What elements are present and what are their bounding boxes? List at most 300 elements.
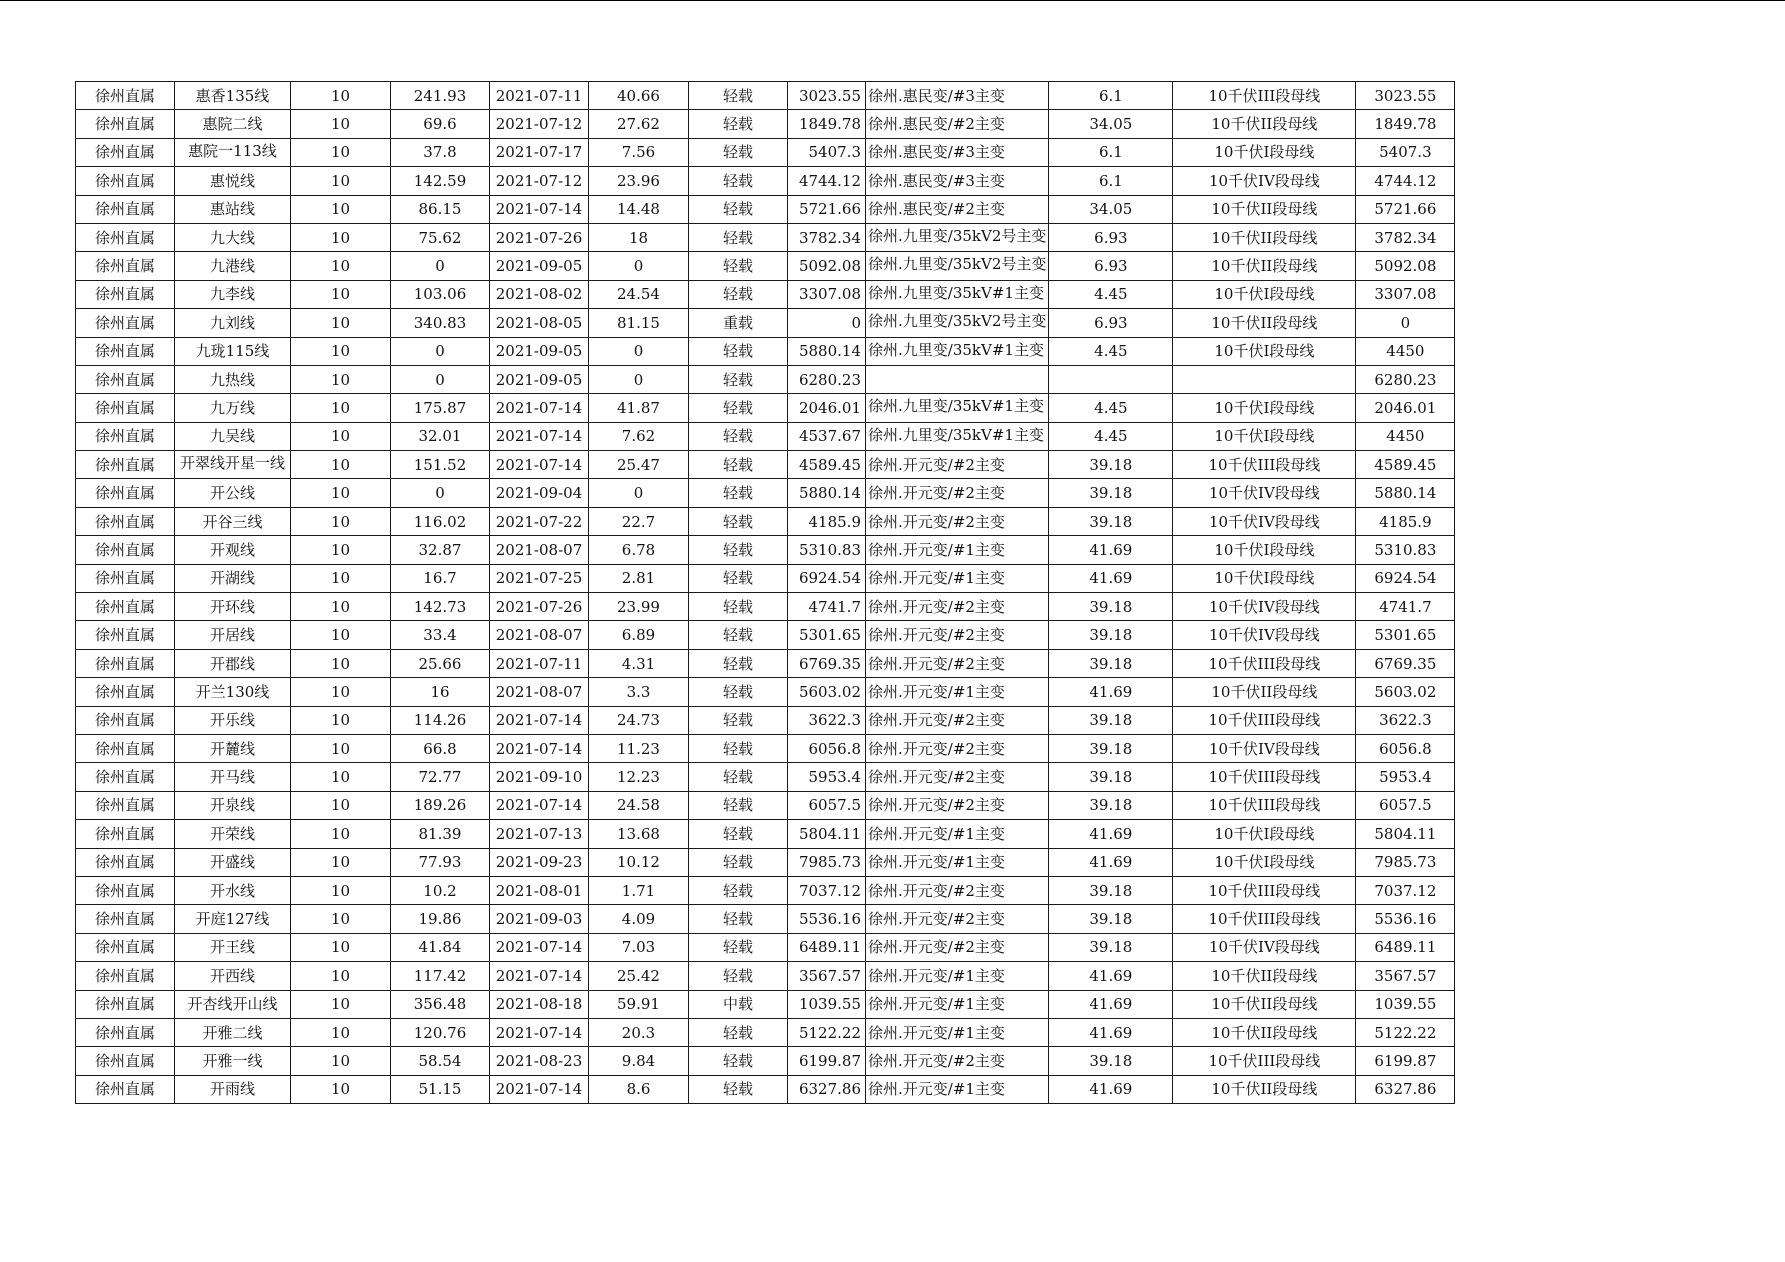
voltage-cell: 10 <box>291 962 391 990</box>
line-name-cell: 开雅一线 <box>175 1047 291 1075</box>
transformer-load-cell: 39.18 <box>1049 621 1173 649</box>
table-row <box>76 422 1455 450</box>
voltage-cell: 10 <box>291 876 391 904</box>
table-row <box>76 649 1455 677</box>
transformer-cell: 徐州.开元变/#1主变 <box>866 564 1049 592</box>
available-capacity-cell: 2046.01 <box>1356 394 1455 422</box>
line-name-cell: 惠院一113线 <box>175 138 291 166</box>
capacity-cell: 6489.11 <box>788 933 866 961</box>
load-rate-cell: 8.6 <box>589 1075 689 1103</box>
unit-cell: 徐州直属 <box>76 706 175 734</box>
load-status-cell: 轻载 <box>689 876 788 904</box>
unit-cell: 徐州直属 <box>76 167 175 195</box>
voltage-cell: 10 <box>291 167 391 195</box>
transformer-cell: 徐州.惠民变/#2主变 <box>866 195 1049 223</box>
capacity-cell: 6057.5 <box>788 791 866 819</box>
load-status-cell: 轻载 <box>689 195 788 223</box>
transformer-cell: 徐州.开元变/#2主变 <box>866 933 1049 961</box>
voltage-cell: 10 <box>291 365 391 393</box>
load-status-cell: 轻载 <box>689 536 788 564</box>
current-cell: 16.7 <box>391 564 490 592</box>
transformer-cell: 徐州.开元变/#1主变 <box>866 820 1049 848</box>
date-cell: 2021-07-14 <box>490 1018 589 1046</box>
current-cell: 120.76 <box>391 1018 490 1046</box>
date-cell: 2021-07-14 <box>490 1075 589 1103</box>
voltage-cell: 10 <box>291 905 391 933</box>
busbar-cell: 10千伏III段母线 <box>1173 791 1356 819</box>
transformer-load-cell: 41.69 <box>1049 962 1173 990</box>
available-capacity-cell: 5603.02 <box>1356 678 1455 706</box>
busbar-cell: 10千伏II段母线 <box>1173 252 1356 280</box>
capacity-cell: 5536.16 <box>788 905 866 933</box>
transformer-cell: 徐州.开元变/#2主变 <box>866 479 1049 507</box>
voltage-cell: 10 <box>291 678 391 706</box>
unit-cell: 徐州直属 <box>76 394 175 422</box>
date-cell: 2021-07-14 <box>490 734 589 762</box>
table-row <box>76 933 1455 961</box>
voltage-cell: 10 <box>291 1018 391 1046</box>
load-rate-cell: 3.3 <box>589 678 689 706</box>
date-cell: 2021-09-05 <box>490 337 589 365</box>
available-capacity-cell: 5804.11 <box>1356 820 1455 848</box>
voltage-cell: 10 <box>291 479 391 507</box>
busbar-cell: 10千伏I段母线 <box>1173 848 1356 876</box>
load-rate-cell: 25.47 <box>589 451 689 479</box>
unit-cell: 徐州直属 <box>76 337 175 365</box>
load-status-cell: 轻载 <box>689 82 788 110</box>
available-capacity-cell: 5092.08 <box>1356 252 1455 280</box>
load-rate-cell: 40.66 <box>589 82 689 110</box>
date-cell: 2021-09-10 <box>490 763 589 791</box>
transformer-load-cell <box>1049 365 1173 393</box>
date-cell: 2021-07-14 <box>490 933 589 961</box>
line-name-cell: 开兰130线 <box>175 678 291 706</box>
date-cell: 2021-08-02 <box>490 280 589 308</box>
table-body <box>76 82 1455 1104</box>
transformer-load-cell: 4.45 <box>1049 394 1173 422</box>
transformer-load-cell: 6.1 <box>1049 167 1173 195</box>
line-name-cell: 开盛线 <box>175 848 291 876</box>
available-capacity-cell: 6327.86 <box>1356 1075 1455 1103</box>
load-status-cell: 轻载 <box>689 110 788 138</box>
table-row <box>76 252 1455 280</box>
available-capacity-cell: 6056.8 <box>1356 734 1455 762</box>
load-status-cell: 轻载 <box>689 1018 788 1046</box>
line-name-cell: 开泉线 <box>175 791 291 819</box>
unit-cell: 徐州直属 <box>76 933 175 961</box>
voltage-cell: 10 <box>291 252 391 280</box>
load-status-cell: 轻载 <box>689 422 788 450</box>
table-row <box>76 990 1455 1018</box>
unit-cell: 徐州直属 <box>76 138 175 166</box>
voltage-cell: 10 <box>291 564 391 592</box>
available-capacity-cell: 6489.11 <box>1356 933 1455 961</box>
current-cell: 114.26 <box>391 706 490 734</box>
transformer-cell: 徐州.开元变/#2主变 <box>866 763 1049 791</box>
line-name-cell: 开杏线开山线 <box>175 990 291 1018</box>
transformer-load-cell: 4.45 <box>1049 337 1173 365</box>
load-rate-cell: 2.81 <box>589 564 689 592</box>
load-status-cell: 轻载 <box>689 962 788 990</box>
capacity-cell: 1849.78 <box>788 110 866 138</box>
available-capacity-cell: 4450 <box>1356 337 1455 365</box>
transformer-cell <box>866 365 1049 393</box>
unit-cell: 徐州直属 <box>76 82 175 110</box>
load-status-cell: 轻载 <box>689 933 788 961</box>
date-cell: 2021-07-14 <box>490 962 589 990</box>
load-rate-cell: 7.03 <box>589 933 689 961</box>
available-capacity-cell: 5310.83 <box>1356 536 1455 564</box>
load-rate-cell: 0 <box>589 479 689 507</box>
transformer-load-cell: 6.1 <box>1049 82 1173 110</box>
line-name-cell: 惠悦线 <box>175 167 291 195</box>
load-status-cell: 轻载 <box>689 564 788 592</box>
unit-cell: 徐州直属 <box>76 223 175 251</box>
available-capacity-cell: 5407.3 <box>1356 138 1455 166</box>
load-rate-cell: 23.96 <box>589 167 689 195</box>
load-rate-cell: 20.3 <box>589 1018 689 1046</box>
page-top-rule <box>0 0 1785 1</box>
unit-cell: 徐州直属 <box>76 876 175 904</box>
load-rate-cell: 9.84 <box>589 1047 689 1075</box>
available-capacity-cell: 4450 <box>1356 422 1455 450</box>
busbar-cell <box>1173 365 1356 393</box>
unit-cell: 徐州直属 <box>76 990 175 1018</box>
available-capacity-cell: 7037.12 <box>1356 876 1455 904</box>
busbar-cell: 10千伏I段母线 <box>1173 536 1356 564</box>
date-cell: 2021-07-14 <box>490 706 589 734</box>
table-row <box>76 507 1455 535</box>
capacity-cell: 4185.9 <box>788 507 866 535</box>
load-status-cell: 轻载 <box>689 138 788 166</box>
busbar-cell: 10千伏II段母线 <box>1173 223 1356 251</box>
busbar-cell: 10千伏II段母线 <box>1173 678 1356 706</box>
capacity-cell: 3023.55 <box>788 82 866 110</box>
transformer-load-cell: 4.45 <box>1049 280 1173 308</box>
transformer-cell: 徐州.开元变/#1主变 <box>866 536 1049 564</box>
line-name-cell: 九港线 <box>175 252 291 280</box>
capacity-cell: 5804.11 <box>788 820 866 848</box>
unit-cell: 徐州直属 <box>76 962 175 990</box>
voltage-cell: 10 <box>291 309 391 337</box>
transformer-load-cell: 39.18 <box>1049 933 1173 961</box>
table-row <box>76 451 1455 479</box>
current-cell: 0 <box>391 252 490 280</box>
available-capacity-cell: 6280.23 <box>1356 365 1455 393</box>
transformer-load-cell: 39.18 <box>1049 451 1173 479</box>
busbar-cell: 10千伏II段母线 <box>1173 110 1356 138</box>
available-capacity-cell: 5536.16 <box>1356 905 1455 933</box>
load-rate-cell: 22.7 <box>589 507 689 535</box>
capacity-cell: 3567.57 <box>788 962 866 990</box>
unit-cell: 徐州直属 <box>76 365 175 393</box>
date-cell: 2021-09-05 <box>490 252 589 280</box>
current-cell: 142.73 <box>391 593 490 621</box>
voltage-cell: 10 <box>291 990 391 1018</box>
unit-cell: 徐州直属 <box>76 848 175 876</box>
current-cell: 58.54 <box>391 1047 490 1075</box>
transformer-cell: 徐州.开元变/#2主变 <box>866 876 1049 904</box>
table-row <box>76 280 1455 308</box>
voltage-cell: 10 <box>291 536 391 564</box>
transformer-cell: 徐州.开元变/#2主变 <box>866 1047 1049 1075</box>
capacity-cell: 5310.83 <box>788 536 866 564</box>
date-cell: 2021-07-22 <box>490 507 589 535</box>
transformer-cell: 徐州.惠民变/#3主变 <box>866 138 1049 166</box>
unit-cell: 徐州直属 <box>76 479 175 507</box>
line-name-cell: 开马线 <box>175 763 291 791</box>
load-status-cell: 轻载 <box>689 252 788 280</box>
unit-cell: 徐州直属 <box>76 422 175 450</box>
table-row <box>76 820 1455 848</box>
table-row <box>76 905 1455 933</box>
transformer-cell: 徐州.开元变/#2主变 <box>866 791 1049 819</box>
unit-cell: 徐州直属 <box>76 451 175 479</box>
current-cell: 81.39 <box>391 820 490 848</box>
line-name-cell: 九刘线 <box>175 309 291 337</box>
busbar-cell: 10千伏III段母线 <box>1173 706 1356 734</box>
busbar-cell: 10千伏IV段母线 <box>1173 593 1356 621</box>
table-row <box>76 110 1455 138</box>
line-name-cell: 开居线 <box>175 621 291 649</box>
capacity-cell: 7985.73 <box>788 848 866 876</box>
unit-cell: 徐州直属 <box>76 820 175 848</box>
transformer-cell: 徐州.惠民变/#3主变 <box>866 82 1049 110</box>
current-cell: 189.26 <box>391 791 490 819</box>
table-row <box>76 763 1455 791</box>
line-name-cell: 惠香135线 <box>175 82 291 110</box>
transformer-load-cell: 41.69 <box>1049 564 1173 592</box>
transformer-cell: 徐州.开元变/#2主变 <box>866 905 1049 933</box>
transformer-load-cell: 39.18 <box>1049 649 1173 677</box>
busbar-cell: 10千伏III段母线 <box>1173 82 1356 110</box>
transformer-load-cell: 39.18 <box>1049 763 1173 791</box>
line-name-cell: 开翠线开星一线 <box>175 451 291 479</box>
available-capacity-cell: 3023.55 <box>1356 82 1455 110</box>
busbar-cell: 10千伏IV段母线 <box>1173 621 1356 649</box>
load-rate-cell: 13.68 <box>589 820 689 848</box>
table-row <box>76 621 1455 649</box>
load-status-cell: 中载 <box>689 990 788 1018</box>
load-status-cell: 轻载 <box>689 280 788 308</box>
transformer-cell: 徐州.开元变/#1主变 <box>866 990 1049 1018</box>
transformer-load-cell: 41.69 <box>1049 1018 1173 1046</box>
current-cell: 32.01 <box>391 422 490 450</box>
capacity-cell: 3622.3 <box>788 706 866 734</box>
transformer-load-cell: 41.69 <box>1049 536 1173 564</box>
voltage-cell: 10 <box>291 82 391 110</box>
voltage-cell: 10 <box>291 422 391 450</box>
busbar-cell: 10千伏I段母线 <box>1173 820 1356 848</box>
unit-cell: 徐州直属 <box>76 678 175 706</box>
date-cell: 2021-07-13 <box>490 820 589 848</box>
table-row <box>76 876 1455 904</box>
current-cell: 25.66 <box>391 649 490 677</box>
load-status-cell: 轻载 <box>689 1075 788 1103</box>
transformer-cell: 徐州.开元变/#2主变 <box>866 451 1049 479</box>
load-status-cell: 轻载 <box>689 706 788 734</box>
load-rate-cell: 27.62 <box>589 110 689 138</box>
line-name-cell: 开庭127线 <box>175 905 291 933</box>
table-row <box>76 791 1455 819</box>
voltage-cell: 10 <box>291 848 391 876</box>
line-name-cell: 开雨线 <box>175 1075 291 1103</box>
transformer-load-cell: 34.05 <box>1049 110 1173 138</box>
available-capacity-cell: 6057.5 <box>1356 791 1455 819</box>
date-cell: 2021-07-12 <box>490 167 589 195</box>
busbar-cell: 10千伏III段母线 <box>1173 1047 1356 1075</box>
transformer-cell: 徐州.开元变/#1主变 <box>866 962 1049 990</box>
date-cell: 2021-07-26 <box>490 593 589 621</box>
load-rate-cell: 18 <box>589 223 689 251</box>
voltage-cell: 10 <box>291 195 391 223</box>
date-cell: 2021-08-05 <box>490 309 589 337</box>
busbar-cell: 10千伏II段母线 <box>1173 309 1356 337</box>
voltage-cell: 10 <box>291 1047 391 1075</box>
table-row <box>76 1018 1455 1046</box>
transformer-cell: 徐州.开元变/#1主变 <box>866 678 1049 706</box>
load-rate-cell: 41.87 <box>589 394 689 422</box>
table-row <box>76 678 1455 706</box>
date-cell: 2021-07-14 <box>490 791 589 819</box>
transformer-cell: 徐州.九里变/35kV#1主变 <box>866 280 1049 308</box>
load-rate-cell: 7.56 <box>589 138 689 166</box>
unit-cell: 徐州直属 <box>76 1047 175 1075</box>
current-cell: 103.06 <box>391 280 490 308</box>
busbar-cell: 10千伏I段母线 <box>1173 337 1356 365</box>
table-row <box>76 337 1455 365</box>
capacity-cell: 5721.66 <box>788 195 866 223</box>
load-status-cell: 轻载 <box>689 848 788 876</box>
load-status-cell: 轻载 <box>689 223 788 251</box>
load-status-cell: 重载 <box>689 309 788 337</box>
transformer-cell: 徐州.开元变/#1主变 <box>866 848 1049 876</box>
date-cell: 2021-07-11 <box>490 82 589 110</box>
line-name-cell: 开荣线 <box>175 820 291 848</box>
transformer-cell: 徐州.九里变/35kV#1主变 <box>866 337 1049 365</box>
voltage-cell: 10 <box>291 451 391 479</box>
current-cell: 10.2 <box>391 876 490 904</box>
table-row <box>76 394 1455 422</box>
busbar-cell: 10千伏I段母线 <box>1173 138 1356 166</box>
busbar-cell: 10千伏III段母线 <box>1173 763 1356 791</box>
transformer-load-cell: 6.93 <box>1049 252 1173 280</box>
available-capacity-cell: 7985.73 <box>1356 848 1455 876</box>
transformer-cell: 徐州.九里变/35kV#1主变 <box>866 394 1049 422</box>
line-name-cell: 开王线 <box>175 933 291 961</box>
voltage-cell: 10 <box>291 593 391 621</box>
date-cell: 2021-07-14 <box>490 394 589 422</box>
capacity-cell: 4741.7 <box>788 593 866 621</box>
line-name-cell: 九珑115线 <box>175 337 291 365</box>
unit-cell: 徐州直属 <box>76 763 175 791</box>
capacity-cell: 6769.35 <box>788 649 866 677</box>
table-row <box>76 1047 1455 1075</box>
available-capacity-cell: 1849.78 <box>1356 110 1455 138</box>
line-name-cell: 开环线 <box>175 593 291 621</box>
busbar-cell: 10千伏IV段母线 <box>1173 167 1356 195</box>
transformer-load-cell: 39.18 <box>1049 791 1173 819</box>
load-status-cell: 轻载 <box>689 734 788 762</box>
voltage-cell: 10 <box>291 763 391 791</box>
voltage-cell: 10 <box>291 791 391 819</box>
transformer-load-cell: 39.18 <box>1049 479 1173 507</box>
line-name-cell: 惠院二线 <box>175 110 291 138</box>
date-cell: 2021-08-07 <box>490 621 589 649</box>
table-row <box>76 564 1455 592</box>
load-status-cell: 轻载 <box>689 451 788 479</box>
busbar-cell: 10千伏IV段母线 <box>1173 507 1356 535</box>
transformer-cell: 徐州.开元变/#1主变 <box>866 1075 1049 1103</box>
available-capacity-cell: 4741.7 <box>1356 593 1455 621</box>
load-status-cell: 轻载 <box>689 167 788 195</box>
date-cell: 2021-08-23 <box>490 1047 589 1075</box>
available-capacity-cell: 6924.54 <box>1356 564 1455 592</box>
load-status-cell: 轻载 <box>689 763 788 791</box>
busbar-cell: 10千伏III段母线 <box>1173 451 1356 479</box>
current-cell: 340.83 <box>391 309 490 337</box>
line-name-cell: 开乐线 <box>175 706 291 734</box>
date-cell: 2021-08-01 <box>490 876 589 904</box>
transformer-load-cell: 6.93 <box>1049 223 1173 251</box>
load-status-cell: 轻载 <box>689 791 788 819</box>
capacity-cell: 4537.67 <box>788 422 866 450</box>
load-rate-cell: 25.42 <box>589 962 689 990</box>
unit-cell: 徐州直属 <box>76 1075 175 1103</box>
load-status-cell: 轻载 <box>689 905 788 933</box>
available-capacity-cell: 6769.35 <box>1356 649 1455 677</box>
unit-cell: 徐州直属 <box>76 1018 175 1046</box>
date-cell: 2021-09-03 <box>490 905 589 933</box>
capacity-cell: 7037.12 <box>788 876 866 904</box>
voltage-cell: 10 <box>291 337 391 365</box>
table-row <box>76 734 1455 762</box>
busbar-cell: 10千伏IV段母线 <box>1173 933 1356 961</box>
load-rate-cell: 23.99 <box>589 593 689 621</box>
voltage-cell: 10 <box>291 621 391 649</box>
transformer-cell: 徐州.九里变/35kV#1主变 <box>866 422 1049 450</box>
transformer-load-cell: 39.18 <box>1049 876 1173 904</box>
line-name-cell: 开观线 <box>175 536 291 564</box>
busbar-cell: 10千伏IV段母线 <box>1173 479 1356 507</box>
line-name-cell: 开西线 <box>175 962 291 990</box>
date-cell: 2021-09-23 <box>490 848 589 876</box>
capacity-cell: 5880.14 <box>788 479 866 507</box>
current-cell: 151.52 <box>391 451 490 479</box>
voltage-cell: 10 <box>291 734 391 762</box>
unit-cell: 徐州直属 <box>76 507 175 535</box>
current-cell: 72.77 <box>391 763 490 791</box>
transformer-cell: 徐州.开元变/#2主变 <box>866 593 1049 621</box>
current-cell: 356.48 <box>391 990 490 1018</box>
load-rate-cell: 24.73 <box>589 706 689 734</box>
voltage-cell: 10 <box>291 820 391 848</box>
unit-cell: 徐州直属 <box>76 593 175 621</box>
transformer-load-cell: 41.69 <box>1049 820 1173 848</box>
busbar-cell: 10千伏IV段母线 <box>1173 734 1356 762</box>
line-name-cell: 惠站线 <box>175 195 291 223</box>
date-cell: 2021-07-11 <box>490 649 589 677</box>
table-row <box>76 365 1455 393</box>
line-name-cell: 九吴线 <box>175 422 291 450</box>
available-capacity-cell: 3307.08 <box>1356 280 1455 308</box>
unit-cell: 徐州直属 <box>76 905 175 933</box>
available-capacity-cell: 5953.4 <box>1356 763 1455 791</box>
feeder-load-table <box>75 81 1455 1104</box>
available-capacity-cell: 6199.87 <box>1356 1047 1455 1075</box>
date-cell: 2021-07-25 <box>490 564 589 592</box>
transformer-load-cell: 39.18 <box>1049 734 1173 762</box>
